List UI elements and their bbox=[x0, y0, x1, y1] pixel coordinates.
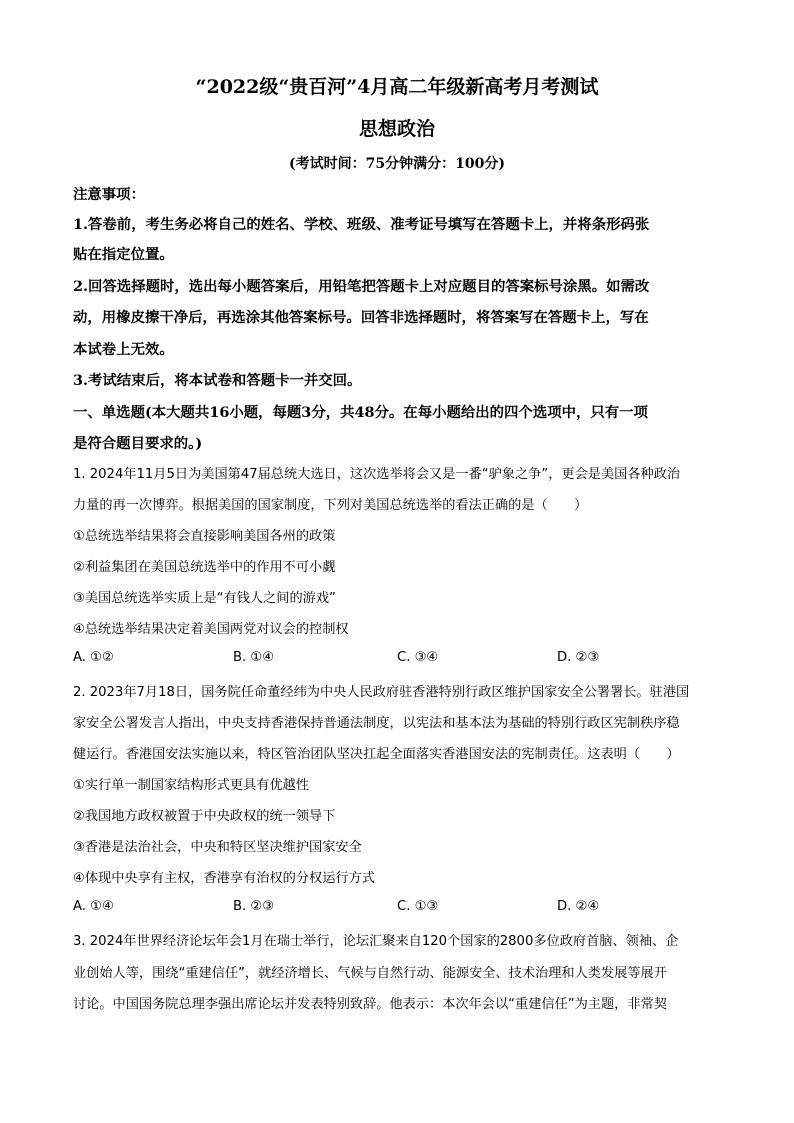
exam-subject: 思想政治 bbox=[358, 118, 435, 140]
question-3-stem: 讨论。中国国务院总理李强出席论坛并发表特别致辞。他表示：本次年会以“重建信任”为主题，非常契 bbox=[73, 997, 667, 1012]
question-2-statement: ③香港是法治社会，中央和特区坚决维护国家安全 bbox=[73, 840, 362, 855]
exam-time-info: (考试时间：75分钟满分：100分) bbox=[289, 156, 505, 172]
question-2-statement: ①实行单一制国家结构形式更具有优越性 bbox=[73, 778, 310, 793]
section-heading: 是符合题目要求的。) bbox=[73, 435, 203, 452]
question-1-option-b[interactable]: B. ①④ bbox=[233, 650, 275, 665]
question-1-stem: 力量的再一次博弈。根据美国的国家制度，下列对美国总统选举的看法正确的是（ ） bbox=[73, 498, 588, 513]
question-2-statement: ④体现中央享有主权，香港享有治权的分权运行方式 bbox=[73, 871, 375, 886]
question-1-option-d[interactable]: D. ②③ bbox=[557, 650, 600, 665]
question-2-statement: ②我国地方政权被置于中央政权的统一领导下 bbox=[73, 809, 336, 824]
question-2-option-c[interactable]: C. ①③ bbox=[397, 899, 439, 914]
question-1-option-a[interactable]: A. ①② bbox=[73, 650, 114, 665]
notes-line: 1.答卷前，考生务必将自己的姓名、学校、班级、准考证号填写在答题卡上，并将条形码张 bbox=[73, 216, 650, 233]
notes-heading: 注意事项： bbox=[73, 186, 145, 203]
notes-line: 贴在指定位置。 bbox=[73, 246, 174, 263]
question-1-statement: ④总统选举结果决定着美国两党对议会的控制权 bbox=[73, 622, 349, 637]
exam-title: “2022级“贵百河”4月高二年级新高考月考测试 bbox=[195, 76, 599, 98]
question-1-statement: ③美国总统选举实质上是“有钱人之间的游戏” bbox=[73, 591, 336, 606]
question-2-stem: 2. 2023年7月18日，国务院任命董经纬为中央人民政府驻香港特别行政区维护国家安全公署署长。驻港国 bbox=[73, 685, 690, 700]
question-2-option-d[interactable]: D. ②④ bbox=[557, 899, 600, 914]
question-2-option-a[interactable]: A. ①④ bbox=[73, 899, 114, 914]
notes-line: 动，用橡皮擦干净后，再选涂其他答案标号。回答非选择题时，将答案写在答题卡上，写在 bbox=[73, 309, 649, 326]
question-3-stem: 3. 2024年世界经济论坛年会1月在瑞士举行，论坛汇聚来自120个国家的2800多位政府首脑、领袖、企 bbox=[73, 934, 679, 949]
question-1-option-c[interactable]: C. ③④ bbox=[397, 650, 439, 665]
question-3-stem: 业创始人等，围绕“重建信任”，就经济增长、气候与自然行动、能源安全、技术治理和人类发展等展开 bbox=[73, 966, 667, 981]
question-2-stem: 家安全公署发言人指出，中央支持香港保持普通法制度，以宪法和基本法为基础的特别行政区宪制秩序稳 bbox=[73, 716, 680, 731]
question-1-stem: 1. 2024年11月5日为美国第47届总统大选日，这次选举将会又是一番“驴象之争”，更会是美国各种政治 bbox=[73, 467, 681, 482]
question-1-statement: ①总统选举结果将会直接影响美国各州的政策 bbox=[73, 529, 336, 544]
question-1-statement: ②利益集团在美国总统选举中的作用不可小觑 bbox=[73, 560, 336, 575]
question-2-option-b[interactable]: B. ②③ bbox=[233, 899, 275, 914]
question-2-stem: 健运行。香港国安法实施以来，特区管治团队坚决扛起全面落实香港国安法的宪制责任。这表明（ ） bbox=[73, 747, 680, 762]
notes-line: 本试卷上无效。 bbox=[73, 341, 174, 358]
section-heading: 一、单选题(本大题共16小题，每题3分，共48分。在每小题给出的四个选项中，只有一项 bbox=[73, 404, 648, 421]
notes-line: 2.回答选择题时，选出每小题答案后，用铅笔把答题卡上对应题目的答案标号涂黑。如需改 bbox=[73, 278, 650, 295]
notes-line: 3.考试结束后，将本试卷和答题卡一并交回。 bbox=[73, 372, 362, 389]
